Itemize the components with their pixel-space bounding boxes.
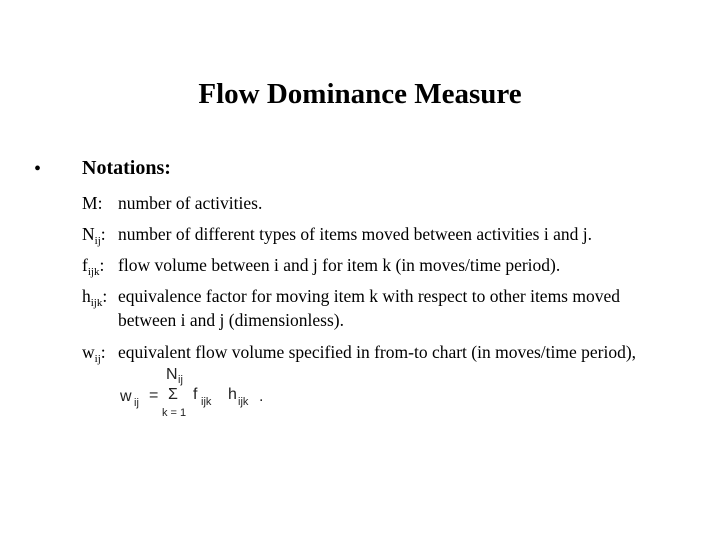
formula-f-subscript: ijk	[201, 396, 212, 408]
formula-f: f	[193, 386, 198, 403]
sum-upper-subscript: ij	[178, 374, 183, 386]
slide-title: Flow Dominance Measure	[198, 78, 522, 110]
notation-symbol: M:	[82, 193, 103, 213]
notation-row-h	[82, 284, 620, 332]
notation-description: number of activities.	[118, 193, 263, 213]
notation-row-f	[82, 253, 560, 284]
notation-description: equivalent flow volume specified in from-to chart (in moves/time period),	[118, 342, 637, 362]
notation-symbol: $h_{ijk}$:	[82, 286, 108, 309]
notation-row-m	[82, 191, 262, 215]
flow-formula	[118, 366, 278, 426]
notation-description: flow volume between i and j for item k (in moves/time period).	[118, 255, 561, 275]
formula-lhs-subscript: ij	[134, 397, 139, 409]
formula-h: h	[228, 386, 237, 403]
notation-symbol: $w_{ij}$:	[82, 342, 106, 365]
bullet-marker: •	[34, 158, 42, 180]
notations-heading: Notations:	[82, 157, 171, 179]
notation-description: equivalence factor for moving item k with respect to other items moved between i and j (dimensionless).	[118, 286, 620, 330]
formula-lhs: w	[120, 388, 132, 405]
formula-end-period: .	[259, 388, 264, 405]
notation-row-n	[82, 222, 592, 253]
sum-lower-limit: k = 1	[162, 407, 187, 419]
notation-symbol: $f_{ijk}$:	[82, 255, 105, 278]
notation-description: number of different types of items moved between activities i and j.	[118, 224, 592, 244]
summation-symbol: Σ	[168, 386, 178, 403]
notation-symbol: $N_{ij}$:	[82, 224, 106, 247]
formula-equals: =	[149, 387, 159, 404]
formula-h-subscript: ijk	[238, 396, 249, 408]
sum-upper-limit: N	[166, 366, 178, 383]
